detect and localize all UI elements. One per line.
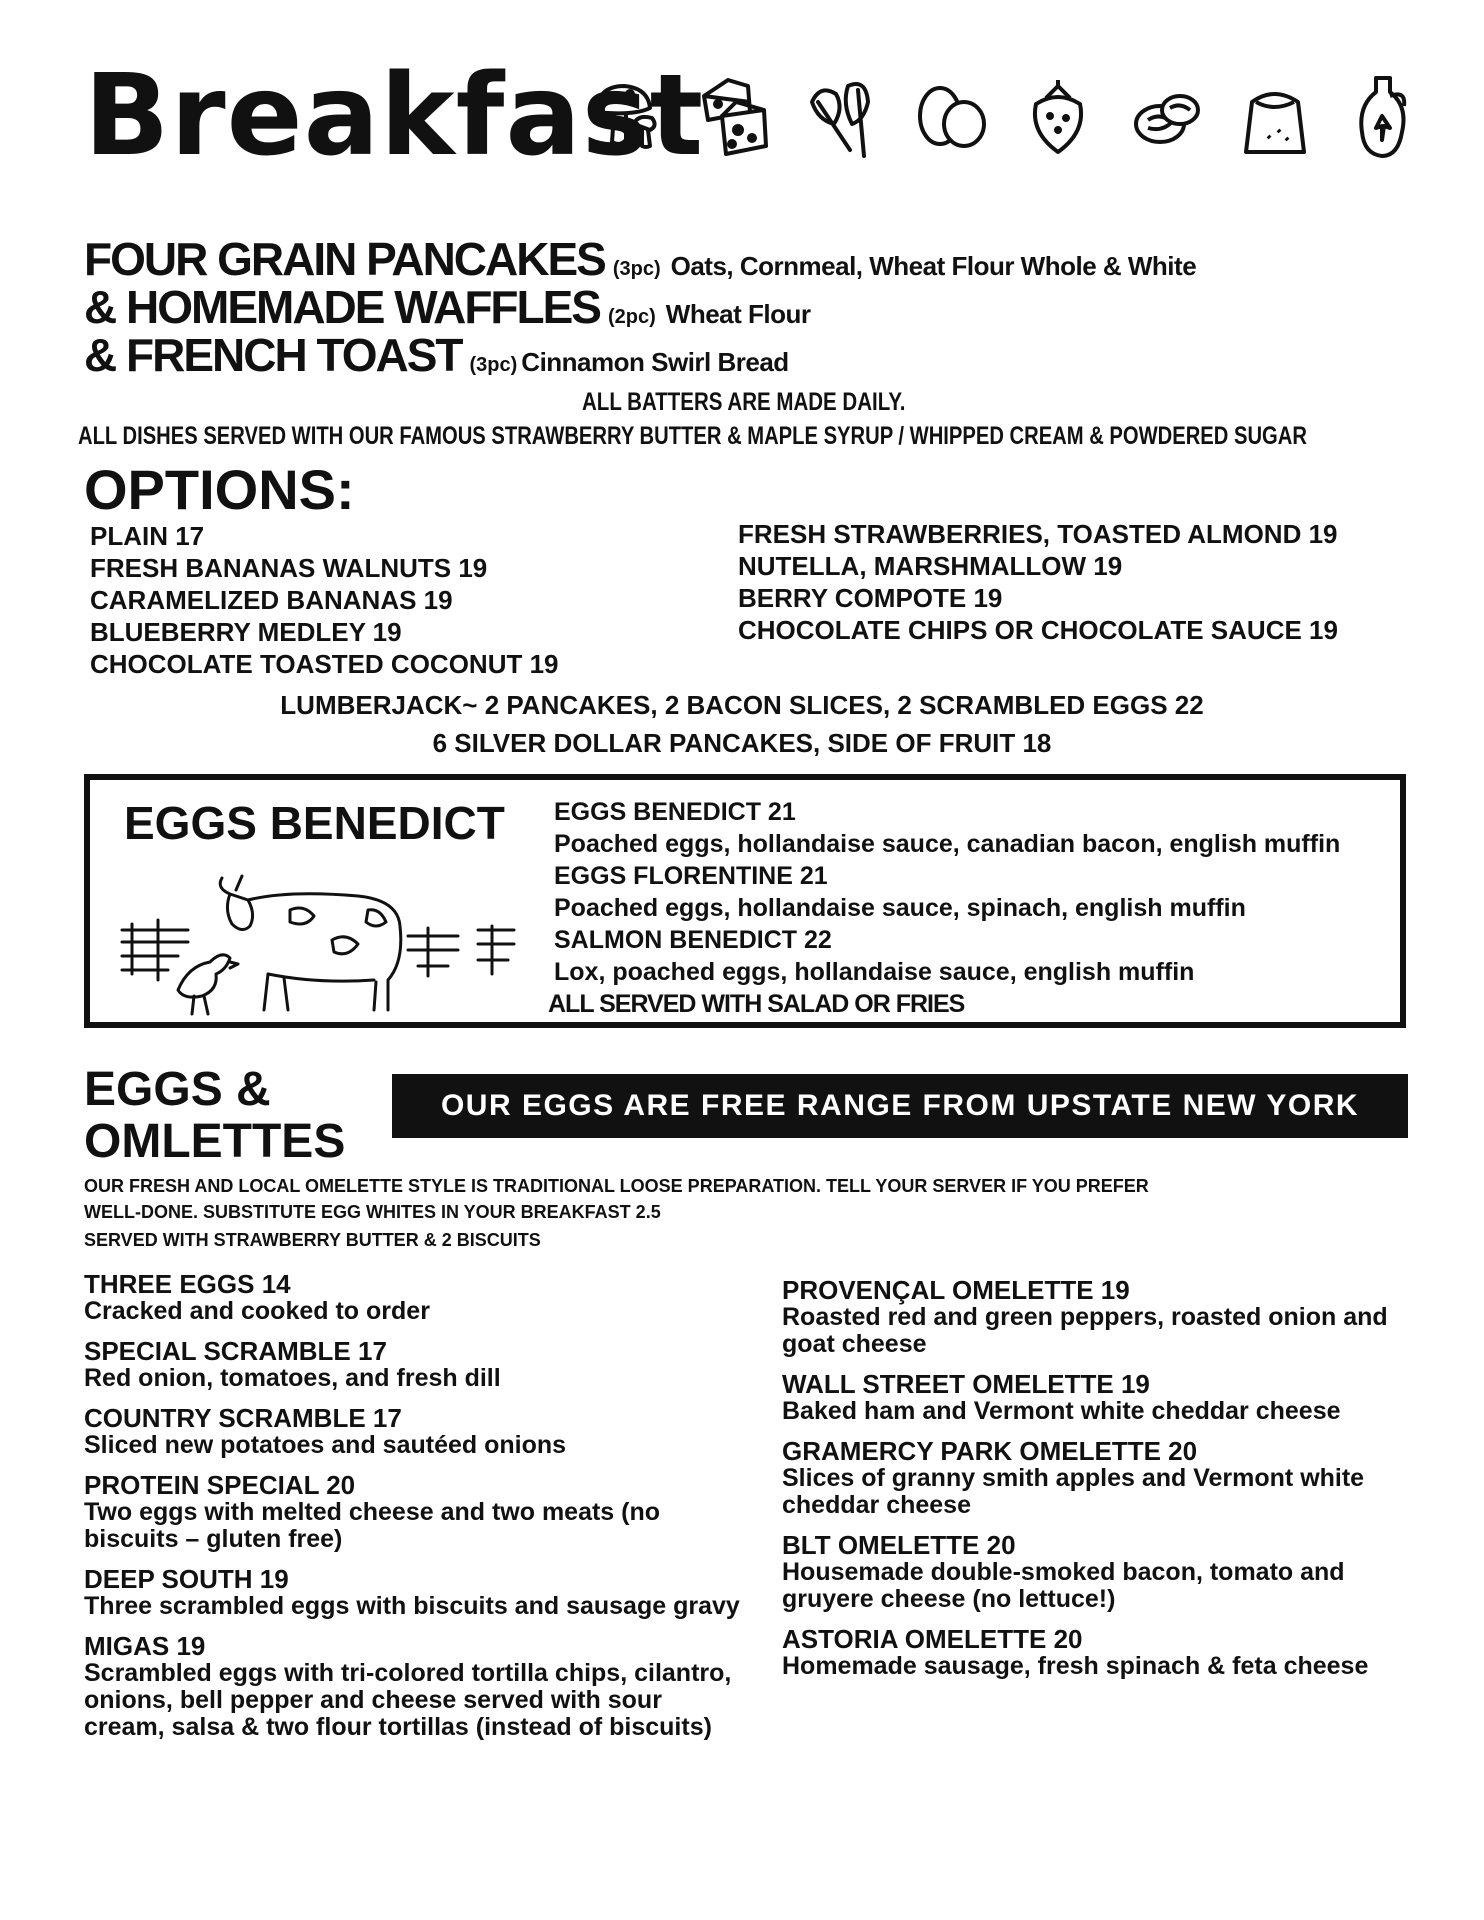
menu-item-title: THREE EGGS 14 <box>84 1269 291 1299</box>
page-title: Breakfast <box>84 51 705 181</box>
silver-dollar-item: 6 SILVER DOLLAR PANCAKES, SIDE OF FRUIT 18 <box>432 728 1052 758</box>
menu-item-title: PROTEIN SPECIAL 20 <box>84 1470 356 1500</box>
cheese-icon <box>698 72 772 167</box>
list-item <box>84 1471 744 1553</box>
served-with-note: ALL DISHES SERVED WITH OUR FAMOUS STRAWBERRY BUTTER & MAPLE SYRUP / WHIPPED CREAM & POWDERED SUGAR <box>78 422 1307 450</box>
menu-item-title: PROVENÇAL OMELETTE 19 <box>782 1275 1130 1305</box>
list-item <box>782 1370 1442 1425</box>
flour-sack-icon <box>1238 72 1312 167</box>
walnut-icon <box>1130 72 1204 167</box>
list-item <box>782 1625 1442 1680</box>
french-toast-name: & FRENCH TOAST <box>84 329 462 381</box>
list-item <box>84 1565 744 1620</box>
list-item <box>84 1404 744 1459</box>
lumberjack-item: LUMBERJACK~ 2 PANCAKES, 2 BACON SLICES, 2 SCRAMBLED EGGS 22 <box>280 690 1204 720</box>
eggs-heading-line: OMLETTES <box>84 1115 346 1168</box>
maple-syrup-icon <box>1346 72 1420 167</box>
eggs-benedict-heading: EGGS BENEDICT <box>124 797 505 849</box>
menu-item-desc: Poached eggs, hollandaise sauce, spinach, english muffin <box>554 894 1246 922</box>
menu-item-title: EGGS FLORENTINE 21 <box>554 862 828 890</box>
options-left-list <box>90 520 559 680</box>
menu-item-title: ASTORIA OMELETTE 20 <box>782 1624 1083 1654</box>
menu-item-title: GRAMERCY PARK OMELETTE 20 <box>782 1436 1198 1466</box>
menu-item-desc: Sliced new potatoes and sautéed onions <box>84 1431 567 1459</box>
waffles-name: & HOMEMADE WAFFLES <box>84 281 600 333</box>
menu-item-desc: Cracked and cooked to order <box>84 1297 430 1325</box>
list-item <box>84 1270 744 1325</box>
menu-item-desc: Housemade double-smoked bacon, tomato and gruyere cheese (no lettuce!) <box>782 1558 1345 1613</box>
pancakes-desc: Oats, Cornmeal, Wheat Flour Whole & White <box>670 251 1197 281</box>
waffles-desc: Wheat Flour <box>665 299 811 329</box>
option-item: CARAMELIZED BANANAS 19 <box>90 585 453 615</box>
french-toast-line <box>84 329 789 381</box>
pancakes-count: (3pc) <box>612 258 661 280</box>
menu-item-desc: Slices of granny smith apples and Vermont white cheddar cheese <box>782 1464 1365 1519</box>
menu-item-desc: Baked ham and Vermont white cheddar cheese <box>782 1397 1341 1425</box>
menu-item-desc: Red onion, tomatoes, and fresh dill <box>84 1364 501 1392</box>
menu-item-desc: Scrambled eggs with tri-colored tortilla chips, cilantro, onions, bell pepper and cheese served with sour cream, salsa & two flour tortillas (instead of biscuits) <box>84 1659 732 1741</box>
batters-note: ALL BATTERS ARE MADE DAILY. <box>582 388 906 416</box>
option-item: CHOCOLATE CHIPS OR CHOCOLATE SAUCE 19 <box>738 615 1338 645</box>
eggs-right-list <box>782 1276 1442 1692</box>
french-toast-count: (3pc) <box>469 354 518 376</box>
free-range-banner: OUR EGGS ARE FREE RANGE FROM UPSTATE NEW YORK <box>392 1074 1408 1138</box>
list-item <box>84 1337 744 1392</box>
menu-item-desc: Three scrambled eggs with biscuits and sausage gravy <box>84 1592 740 1620</box>
menu-item-title: SALMON BENEDICT 22 <box>554 926 832 954</box>
eggs-note: SERVED WITH STRAWBERRY BUTTER & 2 BISCUITS <box>84 1230 541 1250</box>
eggs-benedict-section <box>84 774 1406 1028</box>
mushroom-icon <box>590 72 664 167</box>
option-item: FRESH BANANAS WALNUTS 19 <box>90 553 488 583</box>
menu-item-title: SPECIAL SCRAMBLE 17 <box>84 1336 387 1366</box>
eggs-benedict-list <box>554 796 1340 988</box>
menu-item-title: WALL STREET OMELETTE 19 <box>782 1369 1150 1399</box>
menu-item-desc: Poached eggs, hollandaise sauce, canadian bacon, english muffin <box>554 830 1341 858</box>
waffles-count: (2pc) <box>607 306 656 328</box>
option-item: CHOCOLATE TOASTED COCONUT 19 <box>90 649 559 679</box>
option-item: NUTELLA, MARSHMALLOW 19 <box>738 551 1123 581</box>
eggs-heading-line: EGGS & <box>84 1063 271 1116</box>
list-item <box>782 1531 1442 1613</box>
pancakes-name: FOUR GRAIN PANCAKES <box>84 233 605 285</box>
ingredient-icons <box>590 72 1420 167</box>
strawberry-icon <box>1022 72 1096 167</box>
french-toast-desc: Cinnamon Swirl Bread <box>521 347 789 377</box>
farm-animals-illustration <box>118 870 518 1020</box>
eggs-icon <box>914 72 988 167</box>
menu-item-desc: Homemade sausage, fresh spinach & feta cheese <box>782 1652 1369 1680</box>
list-item <box>782 1276 1442 1358</box>
options-right-list <box>738 518 1338 646</box>
eggs-note: OUR FRESH AND LOCAL OMELETTE STYLE IS TRADITIONAL LOOSE PREPARATION. TELL YOUR SERVER IF YOU PREFER <box>84 1176 1149 1196</box>
option-item: BLUEBERRY MEDLEY 19 <box>90 617 402 647</box>
menu-item-title: BLT OMELETTE 20 <box>782 1530 1016 1560</box>
spinach-icon <box>806 72 880 167</box>
menu-item-title: COUNTRY SCRAMBLE 17 <box>84 1403 402 1433</box>
menu-item-desc: Lox, poached eggs, hollandaise sauce, english muffin <box>554 958 1195 986</box>
option-item: PLAIN 17 <box>90 521 205 551</box>
eggs-note: WELL-DONE. SUBSTITUTE EGG WHITES IN YOUR BREAKFAST 2.5 <box>84 1202 661 1222</box>
eggs-left-list <box>84 1270 744 1753</box>
menu-item-desc: Roasted red and green peppers, roasted onion and goat cheese <box>782 1303 1388 1358</box>
options-heading: OPTIONS: <box>84 458 355 521</box>
eggs-omelettes-heading <box>84 1064 345 1168</box>
list-item <box>84 1632 744 1741</box>
eggs-benedict-footer: ALL SERVED WITH SALAD OR FRIES <box>548 990 965 1018</box>
waffles-line <box>84 281 811 333</box>
option-item: BERRY COMPOTE 19 <box>738 583 1003 613</box>
menu-item-title: EGGS BENEDICT 21 <box>554 798 796 826</box>
menu-item-desc: Two eggs with melted cheese and two meats (no biscuits – gluten free) <box>84 1498 661 1553</box>
pancakes-line <box>84 233 1197 285</box>
menu-item-title: DEEP SOUTH 19 <box>84 1564 289 1594</box>
option-item: FRESH STRAWBERRIES, TOASTED ALMOND 19 <box>738 519 1338 549</box>
menu-item-title: MIGAS 19 <box>84 1631 206 1661</box>
list-item <box>782 1437 1442 1519</box>
